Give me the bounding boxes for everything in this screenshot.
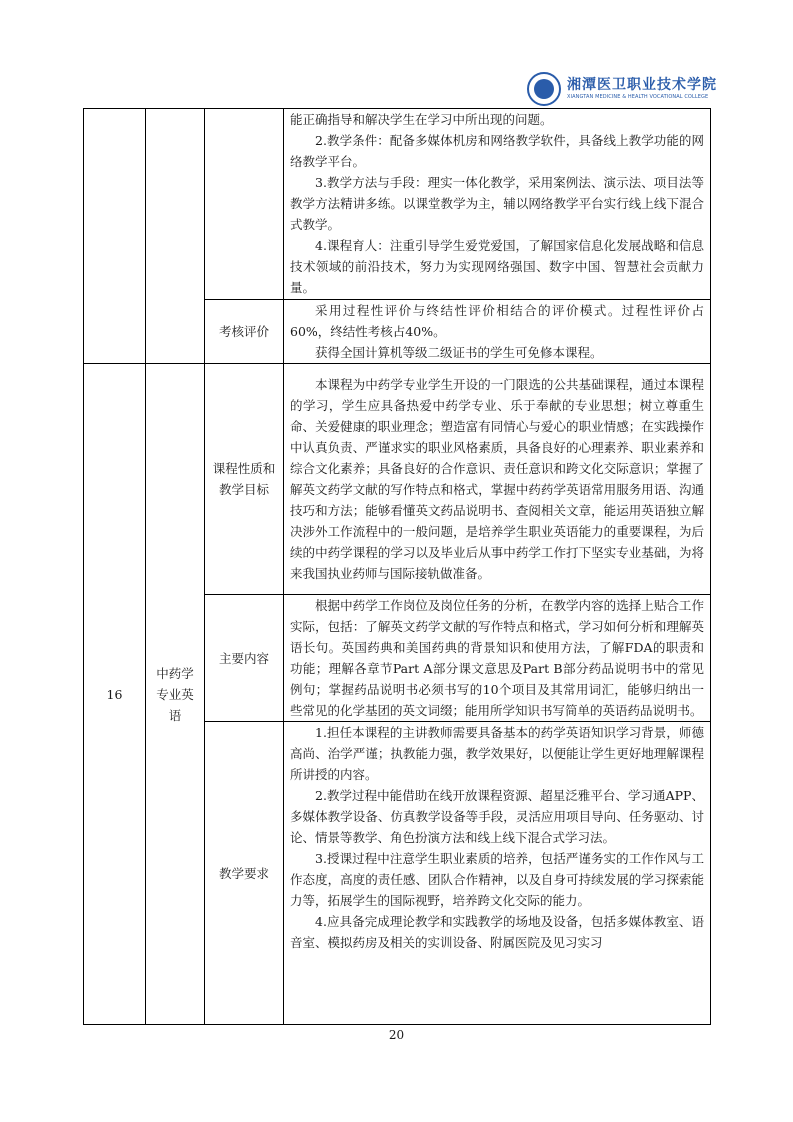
content-cell — [284, 595, 711, 722]
paragraph: 获得全国计算机等级二级证书的学生可免修本课程。 — [315, 345, 603, 360]
course-name-cell — [146, 109, 205, 364]
school-name-cn: 湘潭医卫职业技术学院 — [567, 77, 717, 93]
page-number: 20 — [388, 1028, 405, 1042]
table-row — [84, 364, 711, 595]
category-cell — [205, 364, 284, 595]
course-name-line: 语 — [168, 707, 182, 723]
category-cell: 主要内容 — [205, 595, 284, 722]
paragraph: 本课程为中药学专业学生开设的一门限选的公共基础课程，通过本课程的学习，学生应具备热爱中药学专业、乐于奉献的专业思想；树立尊重生命、关爱健康的职业理念；塑造富有同情心与爱心的职业情感；在实践操作中认真负责、严谨求实的职业风格素质，具备良好的心理素养、职业素养和综合文化素养；具备良好的合作意识、责任意识和跨文化交际意识；掌握了解英文药学文献的写作特点和格式，掌握中药药学英语常用服务用语、沟通技巧和方法；能够看懂英文药品说明书、查阅相关文章，能运用英语独立解决涉外工作流程中的一般问题，是培养学生职业英语能力的重要课程，为后续的中药学课程的学习以及毕业后从事中药学工作打下坚实专业基础，为将来我国执业药师与国际接轨做准备。 — [290, 377, 704, 581]
school-name-en: XIANGTAN MEDICINE & HEALTH VOCATIONAL COLLEGE — [567, 94, 709, 100]
paragraph: 2.教学条件：配备多媒体机房和网络教学软件，具备线上教学功能的网络教学平台。 — [290, 133, 704, 169]
category-cell — [205, 109, 284, 300]
paragraph: 2.教学过程中能借助在线开放课程资源、超星泛雅平台、学习通APP、多媒体教学设备、仿真教学设备等手段，灵活应用项目导向、任务驱动、讨论、情景等教学、角色扮演方法和线上线下混合式学习法。 — [290, 788, 704, 845]
table-row — [84, 109, 711, 300]
category-line: 教学目标 — [218, 482, 269, 497]
paragraph: 采用过程性评价与终结性评价相结合的评价模式。过程性评价占60%，终结性考核占40%。 — [290, 303, 704, 339]
course-name-cell — [146, 364, 205, 1025]
category-cell: 考核评价 — [205, 300, 284, 364]
paragraph: 能正确指导和解决学生在学习中所出现的问题。 — [290, 112, 553, 127]
course-syllabus-table — [83, 108, 711, 1025]
paragraph: 1.担任本课程的主讲教师需要具备基本的药学英语知识学习背景，师德高尚、治学严谨；执教能力强，教学效果好，以便能让学生更好地理解课程所讲授的内容。 — [290, 725, 704, 782]
course-name-line: 中药学 — [156, 665, 194, 681]
course-number-cell: 16 — [84, 364, 146, 1025]
paragraph: 根据中药学工作岗位及岗位任务的分析，在教学内容的选择上贴合工作实际，包括：了解英文药学文献的写作特点和格式，学习如何分析和理解英语长句。英国药典和美国药典的背景知识和使用方法，了解FDA的职责和功能；理解各章节Part A部分课文意思及Part B部分药品说明书中的常见例句；掌握药品说明书必须书写的10个项目及其常用词汇，能够归纳出一些常见的化学基团的英文词缀；能用所学知识书写简单的英语药品说明书。 — [290, 598, 704, 718]
paragraph: 3.教学方法与手段：理实一体化教学，采用案例法、演示法、项目法等教学方法精讲多练。以课堂教学为主，辅以网络教学平台实行线上线下混合式教学。 — [290, 175, 704, 232]
content-cell — [284, 364, 711, 595]
school-logo — [527, 70, 717, 108]
paragraph: 4.应具备完成理论教学和实践教学的场地及设备，包括多媒体教室、语音室、模拟药房及相关的实训设备、附属医院及见习实习 — [290, 914, 704, 950]
content-cell — [284, 722, 711, 1025]
paragraph: 4.课程育人：注重引导学生爱党爱国，了解国家信息化发展战略和信息技术领域的前沿技术，努力为实现网络强国、数字中国、智慧社会贡献力量。 — [290, 238, 704, 295]
course-name-line: 专业英 — [156, 686, 194, 702]
school-emblem-icon — [527, 72, 561, 106]
paragraph: 3.授课过程中注意学生职业素质的培养，包括严谨务实的工作作风与工作态度，高度的责任感、团队合作精神，以及自身可持续发展的学习探索能力等，拓展学生的国际视野，培养跨文化交际的能力。 — [290, 851, 704, 908]
category-cell: 教学要求 — [205, 722, 284, 1025]
category-line: 课程性质和 — [212, 461, 276, 476]
course-number-cell — [84, 109, 146, 364]
content-cell — [284, 109, 711, 300]
content-cell — [284, 300, 711, 364]
school-name — [567, 78, 717, 100]
